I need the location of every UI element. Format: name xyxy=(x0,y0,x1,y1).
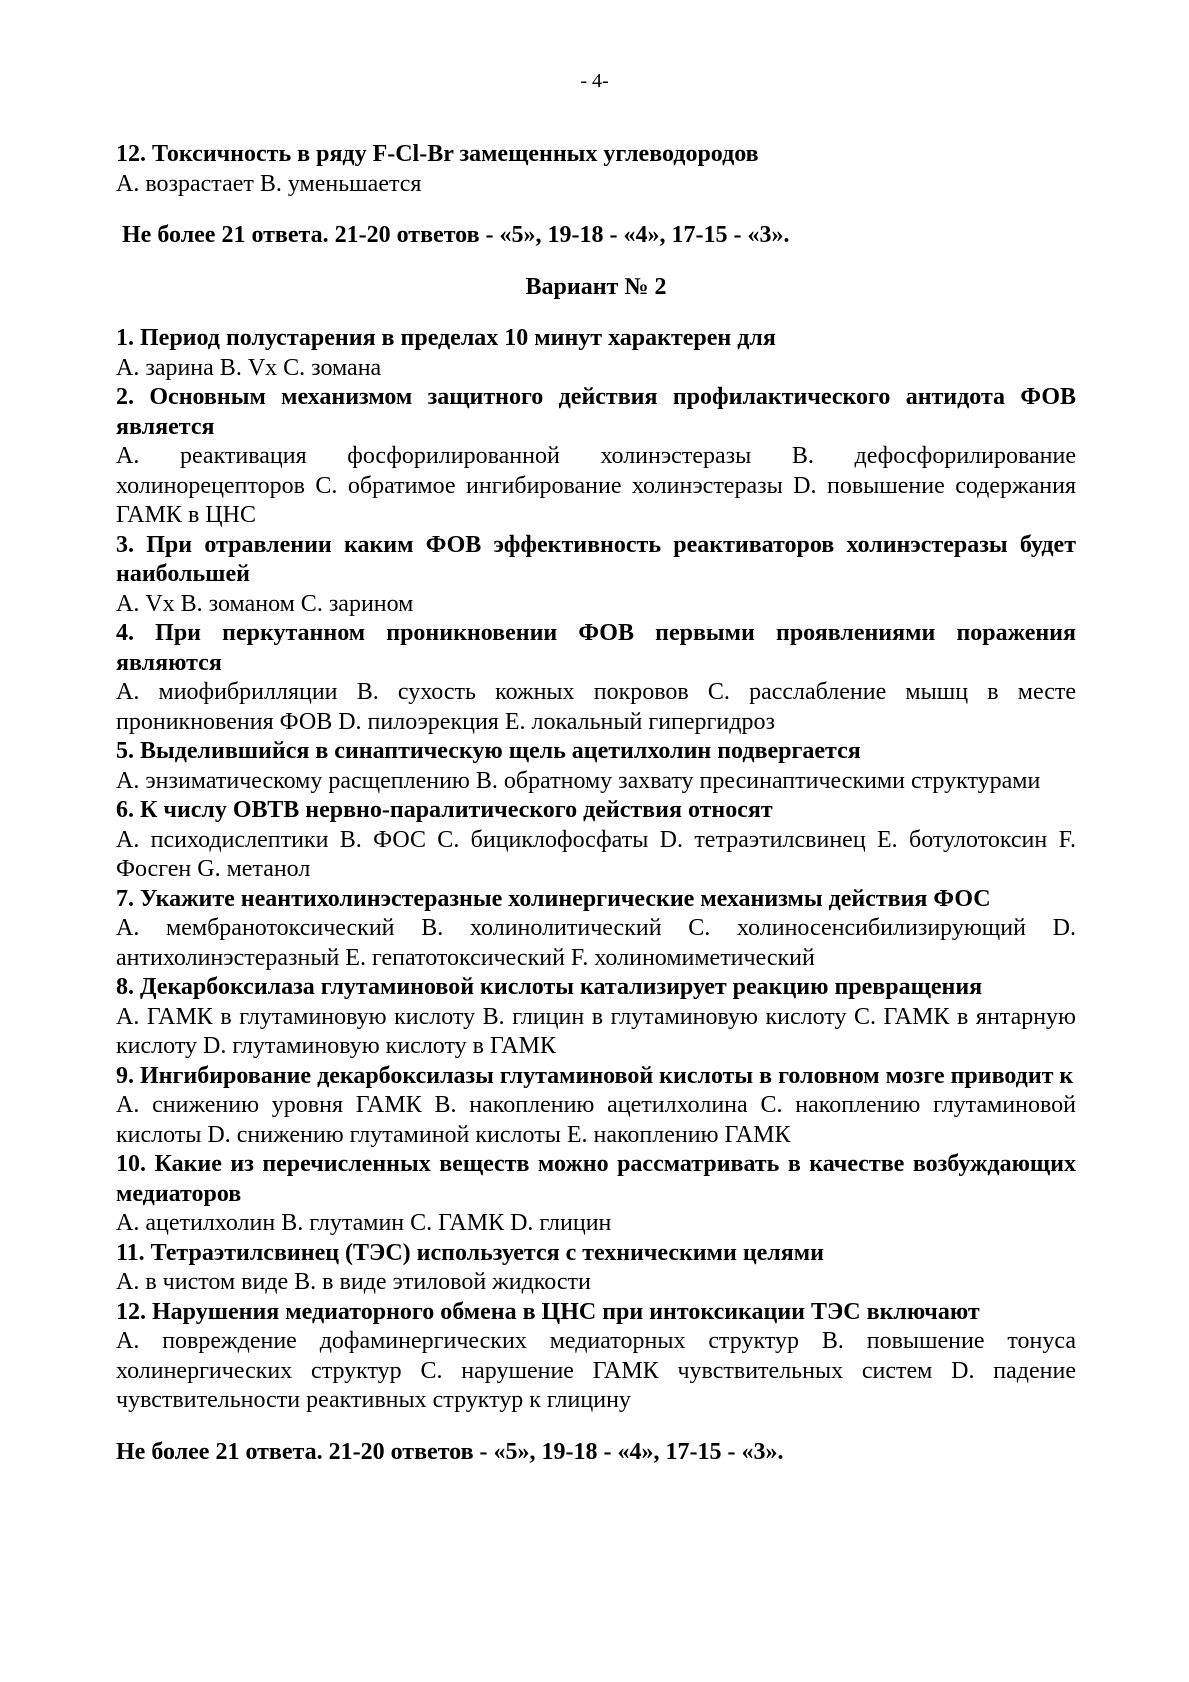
answers-5: А. энзиматическому расщеплению В. обратному захвату пресинаптическими структурами xyxy=(116,767,1041,794)
question-8: 8. Декарбоксилаза глутаминовой кислоты катализирует реакцию превращения xyxy=(116,974,983,1000)
variant-title: Вариант № 2 xyxy=(525,273,667,300)
answers-3: А. Vx В. зоманом С. зарином xyxy=(116,590,414,617)
intro-answers: А. возрастает В. уменьшается xyxy=(116,170,422,197)
intro-question: 12. Токсичность в ряду F-Cl-Br замещенных углеводородов xyxy=(116,141,759,167)
answers-9: А. снижению уровня ГАМК В. накоплению ацетилхолина С. накоплению глутаминовой кислоты D. снижению глутаминой кислоты Е. накоплению ГАМК xyxy=(116,1092,1076,1148)
question-4: 4. При перкутанном проникновении ФОВ первыми проявлениями поражения являются xyxy=(116,620,1076,676)
question-5: 5. Выделившийся в синаптическую щель ацетилхолин подвергается xyxy=(116,738,861,764)
answers-2: А. реактивация фосфорилированной холинэстеразы В. дефосфорилирование холинорецепторов С. обратимое ингибирование холинэстеразы D. повышение содержания ГАМК в ЦНС xyxy=(116,443,1076,528)
answers-8: А. ГАМК в глутаминовую кислоту В. глицин в глутаминовую кислоту С. ГАМК в янтарную кислоту D. глутаминовую кислоту в ГАМК xyxy=(116,1003,1076,1059)
question-9: 9. Ингибирование декарбоксилазы глутаминовой кислоты в головном мозге приводит к xyxy=(116,1062,1074,1089)
question-11: 11. Тетраэтилсвинец (ТЭС) используется с техническими целями xyxy=(116,1239,824,1266)
question-3: 3. При отравлении каким ФОВ эффективность реактиваторов холинэстеразы будет наибольшей xyxy=(116,531,1076,587)
answers-10: А. ацетилхолин В. глутамин С. ГАМК D. глицин xyxy=(116,1210,612,1236)
answers-4: А. миофибрилляции В. сухость кожных покровов С. расслабление мышц в месте проникновения ФОВ D. пилоэрекция Е. локальный гипергидроз xyxy=(116,679,1076,735)
answers-12: А. повреждение дофаминергических медиаторных структур В. повышение тонуса холинергических структур С. нарушение ГАМК чувствительных систем D. падение чувствительности реактивных структур к глицину xyxy=(116,1328,1076,1413)
document-body xyxy=(116,140,1076,1467)
question-7: 7. Укажите неантихолинэстеразные холинергические механизмы действия ФОС xyxy=(116,885,991,912)
question-1: 1. Период полустарения в пределах 10 минут характерен для xyxy=(116,325,776,351)
grading-criteria-bottom: Не более 21 ответа. 21-20 ответов - «5», 19-18 - «4», 17-15 - «3». xyxy=(116,1438,784,1465)
question-2: 2. Основным механизмом защитного действия профилактического антидота ФОВ является xyxy=(116,384,1076,440)
grading-criteria-top: Не более 21 ответа. 21-20 ответов - «5», 19-18 - «4», 17-15 - «3». xyxy=(122,222,790,248)
question-6: 6. К числу ОВТВ нервно-паралитического действия относят xyxy=(116,797,773,823)
answers-11: А. в чистом виде В. в виде этиловой жидкости xyxy=(116,1269,591,1295)
question-10: 10. Какие из перечисленных веществ можно рассматривать в качестве возбуждающих медиаторов xyxy=(116,1151,1076,1207)
question-list xyxy=(116,324,1076,1416)
page-number: - 4- xyxy=(580,70,609,92)
answers-7: А. мембранотоксический В. холинолитический С. холиносенсибилизирующий D. антихолинэстеразный Е. гепатотоксический F. холиномиметический xyxy=(116,915,1076,971)
answers-1: А. зарина В. Vx С. зомана xyxy=(116,354,382,381)
question-12: 12. Нарушения медиаторного обмена в ЦНС при интоксикации ТЭС включают xyxy=(116,1298,980,1325)
answers-6: А. психодислептики В. ФОС С. бициклофосфаты D. тетраэтилсвинец Е. ботулотоксин F. Фосген G. метанол xyxy=(116,826,1076,882)
